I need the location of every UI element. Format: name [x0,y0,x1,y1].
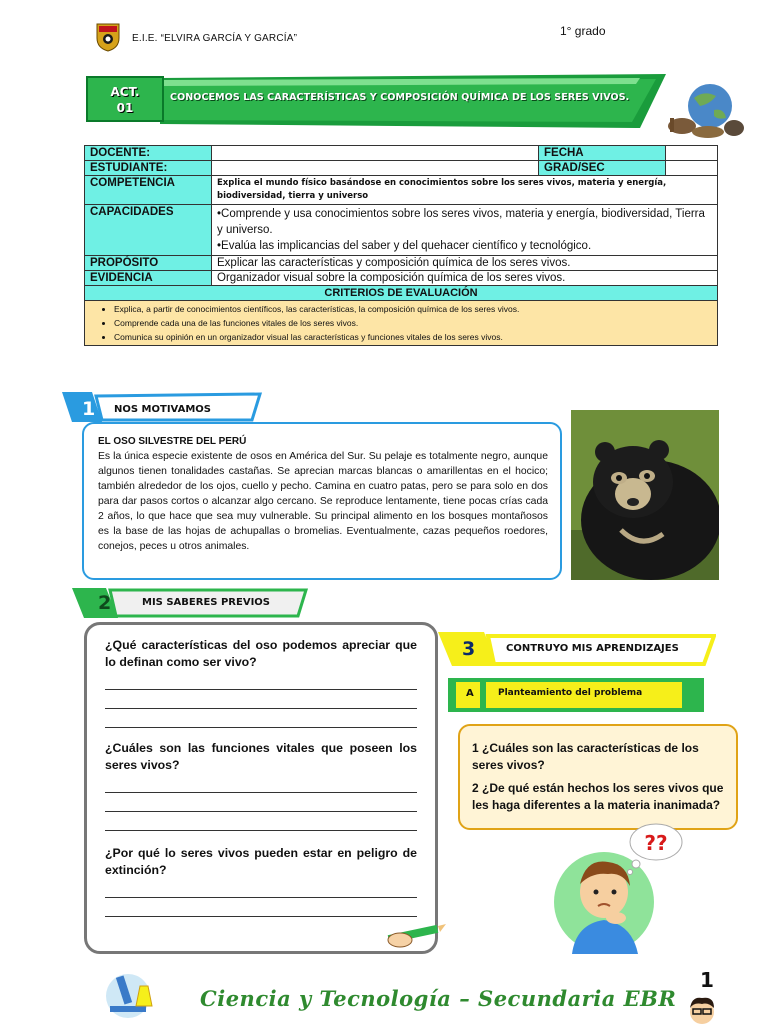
section2-number: 2 [98,592,112,614]
evidencia-label: EVIDENCIA [85,271,212,286]
answer-line[interactable] [105,879,417,898]
teacher-avatar-icon [682,994,722,1024]
docente-field[interactable] [212,146,539,161]
estudiante-field[interactable] [212,161,539,176]
answer-line[interactable] [105,690,417,709]
activity-number-badge [86,76,164,122]
section3-title: CONTRUYO MIS APRENDIZAJES [506,643,679,654]
answer-line[interactable] [105,709,417,728]
answer-line[interactable] [105,793,417,812]
problem-questions-box [458,724,738,830]
section2-title: MIS SABERES PREVIOS [142,597,270,608]
act-number: 01 [116,101,134,115]
motivation-text-box [82,422,562,580]
activity-info-table [84,145,718,346]
school-name: E.I.E. “ELVIRA GARCÍA Y GARCÍA” [132,33,298,44]
school-crest-icon [95,22,121,52]
footer-subject-title: Ciencia y Tecnología – Secundaria EBR [200,986,677,1011]
subsection-title: Planteamiento del problema [498,688,643,698]
act-label: ACT. [110,85,140,99]
criterio-item: • Comprende cada una de las funciones vitales de los seres vivos. [114,316,712,330]
criterio-item: • Comunica su opinión en un organizador visual las características y funciones vitales de los seres vivos. [114,330,712,344]
hand-writing-pencil-icon [380,918,446,950]
problem-question-1: 1 ¿Cuáles son las características de los seres vivos? [472,741,699,772]
question-3: ¿Por qué lo seres vivos pueden estar en peligro de extinción? [105,846,417,877]
spectacled-bear-photo [571,410,719,580]
subsection-letter: A [466,688,474,699]
proposito-value: Explicar las características y composición química de los seres vivos. [212,256,718,271]
thought-question-marks: ?? [644,831,668,855]
thinking-boy-illustration [552,820,694,954]
criterio-item: • Explica, a partir de conocimientos científicos, las características, la composición química de los seres vivos. [114,302,712,316]
motivation-text: Es la única especie existente de osos en América del Sur. Su pelaje es totalmente negro, aunque algunos tienen tonalidades castañas. Se aprecian marcas blancas o amarillentas en el hocico; también alrededor de los ojos, cuello y pecho. Camina en cuatro patas, pero se para solo en dos para dar pasos cortos o alcanzar algo cercano. Se reproduce lentamente, tiene pocas crías cada 2 años, lo que hace que sea muy vulnerable. Su principal alimento en los bosques montañosos es la base de las hojas de achupallas o bromelias. Eventualmente, cazas pequeños roedores, conejos, peces u otros animales. [98,451,548,552]
problem-question-2: 2 ¿De qué están hechos los seres vivos que les haga diferentes a la materia inanimada? [472,781,724,812]
activity-title: CONOCEMOS LAS CARACTERÍSTICAS Y COMPOSICIÓN QUÍMICA DE LOS SERES VIVOS. [170,92,630,103]
question-2: ¿Cuáles son las funciones vitales que poseen los seres vivos? [105,741,417,772]
evidencia-value: Organizador visual sobre la composición química de los seres vivos. [212,271,718,286]
competencia-value: Explica el mundo físico basándose en conocimientos sobre los seres vivos, materia y energía, biodiversidad, tierra y universo [212,176,718,205]
section3-number: 3 [462,638,476,660]
docente-label: DOCENTE: [85,146,212,161]
earth-animals-illustration [664,82,746,140]
competencia-label: COMPETENCIA [85,176,212,205]
capacidades-label: CAPACIDADES [85,205,212,256]
gradsec-field[interactable] [666,161,718,176]
criterios-header: CRITERIOS DE EVALUACIÓN [85,286,718,301]
answer-line[interactable] [105,671,417,690]
capacidad-item: •Comprende y usa conocimientos sobre los seres vivos, materia y energía, biodiversidad, Tierra y universo. [217,208,705,236]
section1-number: 1 [82,398,96,420]
criterios-list [85,301,718,346]
capacidades-value [212,205,718,256]
page-number: 1 [700,968,714,992]
gradsec-label: GRAD/SEC [539,161,666,176]
fecha-field[interactable] [666,146,718,161]
estudiante-label: ESTUDIANTE: [85,161,212,176]
question-1: ¿Qué características del oso podemos apreciar que lo definan como ser vivo? [105,638,417,669]
proposito-label: PROPÓSITO [85,256,212,271]
prior-knowledge-box [84,622,438,954]
section1-title: NOS MOTIVAMOS [114,404,212,415]
grade-label: 1° grado [560,24,606,38]
capacidad-item: •Evalúa las implicancias del saber y del quehacer científico y tecnológico. [217,240,592,252]
motivation-title: EL OSO SILVESTRE DEL PERÚ [98,436,247,447]
answer-line[interactable] [105,898,417,917]
answer-line[interactable] [105,812,417,831]
answer-line[interactable] [105,774,417,793]
fecha-label: FECHA [539,146,666,161]
science-lab-logo-icon [96,966,160,1018]
